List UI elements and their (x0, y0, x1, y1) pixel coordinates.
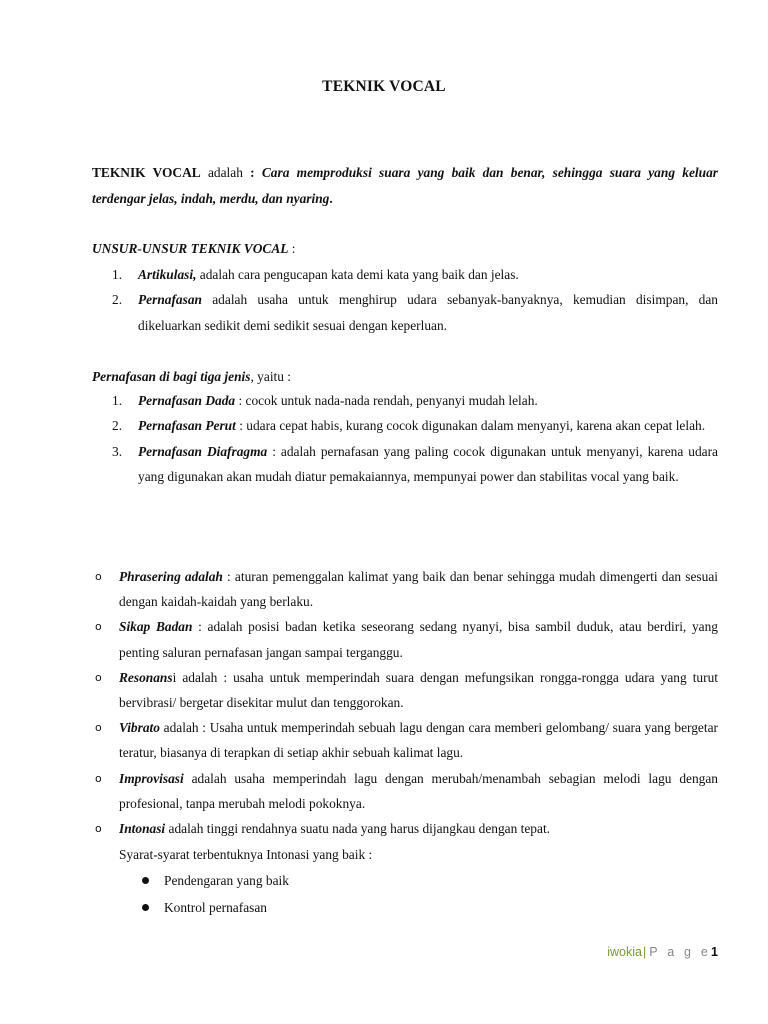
item-text: adalah tinggi rendahnya suatu nada yang harus dijangkau dengan tepat. (165, 821, 551, 837)
pernafasan-heading (92, 364, 291, 390)
item-number: 2. (112, 292, 123, 308)
pernafasan-heading-text: Pernafasan di bagi tiga jenis (92, 369, 251, 384)
page-title: TEKNIK VOCAL (322, 78, 446, 95)
item-term: Vibrato (119, 720, 160, 736)
list-item (92, 564, 718, 614)
unsur-lain-list (92, 564, 718, 841)
item-text: : aturan pemenggalan kalimat yang baik dan benar sehingga mudah dimengerti dan sesuai dengan kaidah-kaidah yang berlaku. (119, 569, 718, 610)
page-footer (607, 945, 718, 959)
item-term: Pernafasan Perut (138, 418, 236, 434)
item-text: i adalah : usaha untuk memperindah suara dengan mefungsikan rongga-rongga udara yang turut bervibrasi/ bergetar disekitar mulut dan tenggorokan. (119, 669, 718, 711)
footer-page-label: P a g e (649, 945, 712, 959)
unsur-heading-text: UNSUR-UNSUR TEKNIK VOCAL (92, 241, 289, 256)
list-item (92, 766, 718, 816)
item-text: : adalah pernafasan yang paling cocok digunakan untuk menyanyi, karena udara yang digunakan akan mudah diatur pemakaiannya, mempunyai power dan stabilitas vocal yang baik. (138, 443, 719, 485)
unsur-item (112, 262, 718, 287)
pernafasan-item (112, 388, 718, 413)
list-item (140, 894, 289, 921)
unsur-heading-suffix: : (288, 241, 296, 256)
circle-bullet-icon: o (95, 822, 102, 836)
item-term: Improvisasi (119, 770, 184, 786)
item-text: adalah usaha untuk menghirup udara sebanyak-banyaknya, kemudian disimpan, dan dikeluarkan sedikit demi sedikit sesuai dengan keperluan. (138, 292, 718, 333)
item-number: 1. (112, 267, 123, 282)
unsur-item (112, 287, 718, 338)
item-term: Resonans (119, 669, 173, 685)
circle-bullet-icon: o (95, 721, 102, 735)
syarat-list (140, 867, 289, 921)
circle-bullet-icon: o (95, 620, 102, 634)
item-term: Pernafasan (138, 292, 202, 308)
intro-term: TEKNIK VOCAL (92, 165, 201, 180)
list-item (92, 816, 718, 841)
syarat-heading: Syarat-syarat terbentuknya Intonasi yang baik : (119, 847, 373, 862)
list-item (140, 867, 289, 894)
intro-end: . (329, 191, 333, 206)
item-text: : udara cepat habis, kurang cocok digunakan dalam menyanyi, karena akan cepat lelah. (235, 418, 706, 434)
intro-paragraph (92, 160, 718, 212)
item-text: : adalah posisi badan ketika seseorang sedang nyanyi, bisa sambil duduk, atau berdiri, yang penting saluran pernafasan jangan sampai terganggu. (119, 619, 718, 660)
item-text: Pendengaran yang baik (164, 873, 289, 888)
footer-separator: | (643, 945, 647, 959)
circle-bullet-icon: o (95, 771, 102, 785)
unsur-list (112, 262, 718, 338)
item-term: Pernafasan Diafragma (138, 443, 268, 459)
list-item (92, 715, 718, 765)
item-term: Artikulasi, (138, 267, 197, 282)
pernafasan-item (112, 413, 718, 438)
intro-definition: Cara memproduksi suara yang baik dan benar, sehingga suara yang keluar terdengar jelas, indah, merdu, dan nyaring (92, 165, 718, 206)
intro-connector: adalah (200, 165, 251, 180)
bullet-icon (142, 904, 149, 911)
footer-page-number: 1 (711, 945, 718, 959)
list-item (92, 665, 718, 715)
item-text: Kontrol pernafasan (164, 900, 267, 915)
item-term: Sikap Badan (119, 619, 193, 635)
item-term: Pernafasan Dada (138, 393, 236, 408)
item-text: : cocok untuk nada-nada rendah, penyanyi mudah lelah. (235, 393, 538, 408)
circle-bullet-icon: o (95, 570, 102, 583)
footer-brand: iwokia (607, 945, 642, 959)
bullet-icon (142, 877, 149, 884)
unsur-heading (92, 236, 296, 262)
item-term: Phrasering adalah (119, 569, 223, 584)
pernafasan-list (112, 388, 718, 490)
circle-bullet-icon: o (95, 670, 102, 684)
item-number: 3. (112, 443, 123, 459)
item-term: Intonasi (119, 821, 166, 837)
item-text: adalah cara pengucapan kata demi kata yang baik dan jelas. (196, 267, 519, 282)
pernafasan-item (112, 439, 718, 490)
list-item (92, 614, 718, 664)
item-text: adalah : Usaha untuk memperindah sebuah lagu dengan cara memberi gelombang/ suara yang bergetar teratur, biasanya di terapkan di setiap akhir sebuah kalimat lagu. (119, 720, 718, 761)
item-number: 1. (112, 393, 123, 408)
item-text: adalah usaha memperindah lagu dengan merubah/menambah sebagian melodi lagu dengan profesional, tanpa merubah melodi pokoknya. (119, 770, 718, 811)
intro-colon: : (250, 165, 262, 180)
pernafasan-heading-suffix: , yaitu : (250, 369, 292, 384)
item-number: 2. (112, 418, 123, 434)
